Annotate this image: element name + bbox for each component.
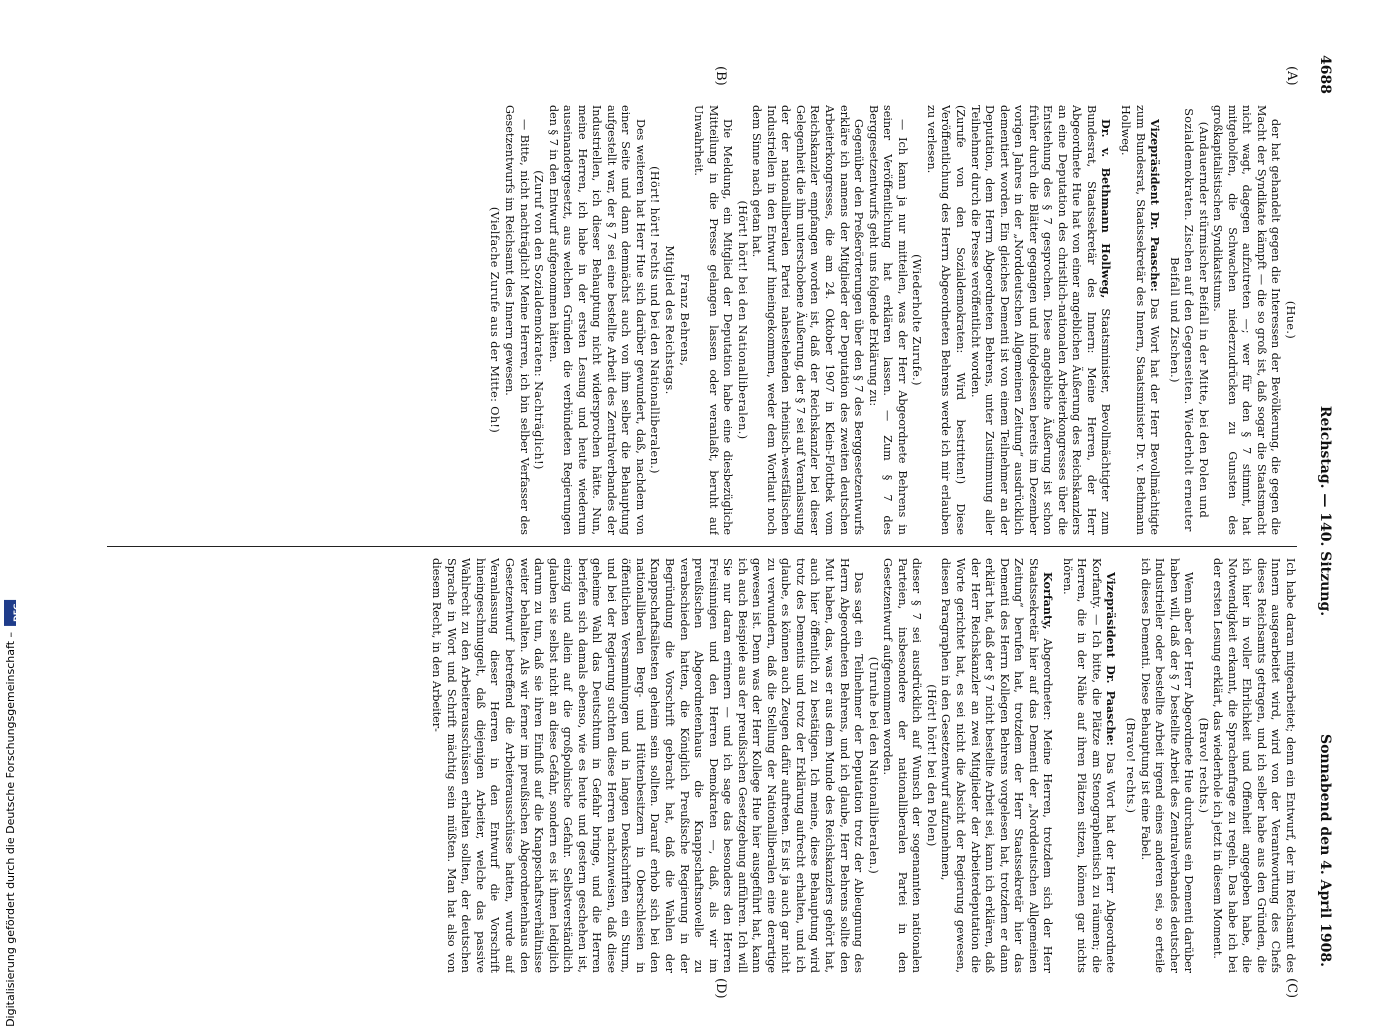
dfg-logo [5, 600, 22, 626]
interjection: (Hört! hört! rechts und bei den Nationalliberalen.) [648, 166, 662, 474]
signature-title: Mitglied des Reichstags. [663, 245, 677, 395]
signature-name: Franz Behrens, [677, 273, 691, 367]
speech-text: Staatsminister, Bevollmächtigter zum Bundesrat, Staatssekretär des Innern: Meine Herren, der Herr Abgeordnete Hue hat von einer angeblichen Äußerung des Reichskanzlers an eine Deputation des christlich-nationalen Arbeiterkongresses über die Entstehung des § 7 gesprochen. Diese angebliche Äußerung ist schon früher durch die Blätter gegangen und infolgedessen bereits im Dezember vorigen Jahres in der „Norddeutschen Allgemeinen Zeitung“ ausdrücklich dementiert worden. Ein gleiches Dementi ist von einem Teilnehmer an der Deputation, dem Herrn Abgeordneten Behrens, unter Zustimmung aller Teilnehmer durch die Presse veröffentlicht worden. [968, 105, 1113, 535]
credit-text: Digitalisierung gefördert durch die Deutsche Forschungsgemeinschaft – [4, 632, 17, 1027]
paragraph: Das sagt ein Teilnehmer der Deputation trotz der Ableugnung des Herrn Abgeordneten Behrens, und ich glaube, Herr Behrens sollte den Mut haben, das, was er aus dem Munde des Reichskanzlers gehört hat, auch hier öffentlich zu bestätigen. Ich meine, diese Behauptung wird trotz des Dementis und trotz der Erklärung aufrecht erhalten, und ich glaube, es können auch Zeugen dafür auftreten. Es ist ja auch gar nicht zu verwundern, daß die Stellung der Nationalliberalen eine derartige gewesen ist. Denn was der Herr Kollege Hue hier ausgeführt hat, kann ich auch Beispiele aus der preußischen Gesetzgebung anführen. Ich will Sie nur daran erinnern — und ich sage das besonders den Herren Freisinnigen und den Herren Demokraten —, daß, als wir im preußischen Abgeordnetenhaus die Knappschaftsnovelle zu verabschieden hatten, die Königlich Preußische Regierung in der Begründung die Vorschrift gebracht hat, daß die Wahlen der Knappschaftsältesten geheim sein sollten. Darauf erhob sich bei den nationalliberalen Berg- und Hüttenbesitzern in Oberschlesien in öffentlichen Versammlungen und in langen Denkschriften ein Sturm, und bei der Regierung suchten diese Herren nachzuweisen, daß diese geheime Wahl das Deutschtum in Gefahr bringe, und die Herren beriefen sich damals ebenso, wie es heute und gestern geschehen ist, einzig und allein auf die großpolnische Gefahr. Selbstverständlich glauben sie selbst nicht an diese Gefahr, sondern es ist ihnen lediglich darum zu tun, daß sie ihren Einfluß auf die Knappschaftsverhältnisse weiter behalten. Als wir ferner im preußischen Abgeordnetenhaus den Gesetzentwurf betreffend die Arbeiterausschüsse hatten, wurde auf Veranlassung dieser Herren in den Entwurf die Vorschrift hineingeschmuggelt, daß diejenigen Arbeiter, welche das passive Wahlrecht zu den Arbeiterausschüssen erhalten sollten, der deutschen Sprache in Wort und Schrift mächtig sein müßten. Man hat also von diesem Recht, in den Arbeiter- [430, 558, 866, 973]
speaker-name: Vizepräsident Dr. Paasche: [1148, 119, 1163, 292]
paragraph: — Bitte, nicht nachträglich! Meine Herren, ich bin selber Verfasser des Gesetzentwurfs im Reichsamt des Innern gewesen. [503, 105, 531, 535]
paragraph: — Ich kann ja nur mitteilen, was der Herr Abgeordnete Behrens in seiner Veröffentlichung hat erklären lassen. — Zum § 7 des Berggesetzentwurfs geht uns folgende Erklärung zu: [866, 105, 909, 535]
speaker-name: Dr. v. Bethmann Hollweg, [1099, 119, 1114, 299]
paragraph: Des weiteren hat Herr Hue sich darüber gewundert, daß, nachdem von einer Seite und dann demnächst auch von ihm selber die Behauptung aufgestellt war, der § 7 sei eine bestellte Arbeit des Zentralverbandes der Industriellen, ich dieser Behauptung nicht widersprochen hätte. Nun, meine Herren, ich habe in der ersten Lesung und heute wiederum auseinandergesetzt, aus welchen Gründen die verbündeten Regierungen den § 7 in den Entwurf aufgenommen hätten. [546, 105, 647, 535]
quoted-statement: Die Meldung, ein Mitglied der Deputation habe eine diesbezügliche Mitteilung in die Presse gelangen lassen oder veranlaßt, beruht auf Unwahrheit. [692, 105, 735, 535]
speaker-name: Vizepräsident Dr. Paasche: [1104, 572, 1119, 746]
digitization-credit [4, 600, 22, 1027]
paragraph [1117, 105, 1162, 535]
margin-mark-d: (D) [713, 978, 728, 999]
page-number: 4688 [1317, 55, 1333, 94]
header-title: Reichstag. — 140. Sitzung. [1317, 405, 1333, 617]
margin-mark-b: (B) [713, 66, 728, 86]
paragraph: Wenn aber der Herr Abgeordnete Hue durchaus ein Dementi darüber haben will, daß der § 7 bestellte Arbeit des Zentralverbandes deutscher Industrieller oder bestellte Arbeit irgend eines anderen sei, so erteile ich dieses Dementi. Diese Behauptung ist eine Fabel. [1138, 558, 1196, 973]
interjection: (Zuruf von den Sozialdemokraten: Nachträglich!) [532, 170, 546, 470]
speech-text: Abgeordneter: Meine Herren, trotzdem sich der Herr Staatssekretär hier auf das Dementi der „Norddeutschen Allgemeinen Zeitung“ berufen hat, trotzdem der Herr Staatssekretär hier das Dementi des Herrn Kollegen Behrens vorgelesen hat, trotzdem er dann erklärt hat, daß der § 7 nicht bestellte Arbeit sei, kann ich erklären, daß der Herr Reichskanzler an zwei Mitglieder der Arbeiterdeputation die Worte gerichtet hat, es sei nicht die Absicht der Regierung gewesen, diesen Paragraphen in den Gesetzentwurf aufzunehmen, [939, 558, 1055, 973]
paragraph: der hat gehandelt gegen die Interessen der Bevölkerung, die gegen die Macht der Syndikate kämpft — die so groß ist, daß sogar die Staatsmacht nicht wagt, dagegen aufzutreten —; wer für den § 7 stimmt, hat mitgeholfen, die Schwachen niederzudrücken zu Gunsten des großkapitalistischen Syndikatstums. [1211, 105, 1283, 535]
margin-mark-c: (C) [1284, 978, 1299, 999]
interjection: (Bravo! rechts.) [1196, 717, 1210, 814]
paragraph [1059, 558, 1118, 973]
paragraph [938, 558, 1055, 973]
paragraph [967, 105, 1113, 535]
speech-text: Das Wort hat der Herr Abgeordnete Korfanty. — Ich bitte, die Plätze am Stenographentisch zu räumen; die Herren, die in der Nähe auf ihren Plätzen sitzen, können gar nichts hören. [1060, 558, 1118, 973]
running-header [1307, 55, 1333, 967]
left-column [107, 105, 1297, 535]
interjection: (Andauernder stürmischer Beifall in der Mitte, bei den Polen und Sozialdemokraten. Zischen auf den Gegenseiten. Wiederholt erneuter Beifall und Zischen.) [1167, 108, 1210, 532]
speech-text: Das Wort hat der Herr Bevollmächtigte zum Bundesrat, Staatssekretär des Innern, Staatsminister Dr. v. Bethmann Hollweg. [1118, 105, 1162, 535]
paragraph: dieser § 7 sei ausdrücklich auf Wunsch der sogenannten nationalen Parteien, insbesondere der nationalliberalen Partei in den Gesetzentwurf aufgenommen worden. [881, 558, 924, 973]
interjection: (Wiederholte Zurufe.) [910, 254, 924, 386]
interjection: (Bravo! rechts.) [1123, 717, 1137, 814]
speaker-name: Korfanty, [1041, 572, 1056, 630]
interjection: (Hört! hört! bei den Nationalliberalen.) [735, 200, 749, 440]
header-date: Sonnabend den 4. April 1908. [1317, 733, 1333, 967]
paragraph: Ich habe daran mitgearbeitet; denn ein Entwurf, der im Reichsamt des Innern ausgearbeitet wird, wird von der Verantwortung des Chefs dieses Reichsamts getragen, und ich selber habe aus den Gründen, die ich hier in voller Ehrlichkeit und Offenheit angegeben habe, die Notwendigkeit erkannt, die Sprachenfrage zu regeln. Das habe ich bei der ersten Lesung erklärt, das wiederhole ich jetzt in diesem Moment. [1211, 558, 1297, 973]
interjection: (Vielfache Zurufe aus der Mitte: Oh!) [488, 206, 502, 434]
interjection: (Unruhe bei den Nationalliberalen.) [866, 656, 880, 875]
margin-mark-a: (A) [1284, 66, 1299, 86]
paragraph: (Zurufe von den Sozialdemokraten: Wird bestritten!) Diese Veröffentlichung des Herrn Abgeordneten Behrens werde ich mir erlauben zu verlesen. [924, 105, 967, 535]
column-divider [107, 546, 1297, 547]
interjection: (Hört! hört! bei den Polen) [924, 684, 938, 847]
dfg-logo-text: DFG [12, 603, 22, 623]
right-column [107, 558, 1297, 973]
speaker-tag: (Hue.) [1284, 300, 1297, 340]
quoted-statement: Gegenüber den Preßerörterungen über den § 7 des Berggesetzentwurfs erkläre ich namens der Mitglieder der Deputation des zweiten deutschen Arbeiterkongresses, die am 24. Oktober 1907 in Klein-Flottbek vom Reichskanzler empfangen worden ist, daß der Reichskanzler bei dieser Gelegenheit die ihm unterschobene Äußerung, der § 7 sei auf Veranlassung der der nationalliberalen Partei nahestehenden rheinisch-westfälischen Industriellen in den Entwurf hineingekommen, weder dem Wortlaut noch dem Sinne nach getan hat. [750, 105, 866, 535]
